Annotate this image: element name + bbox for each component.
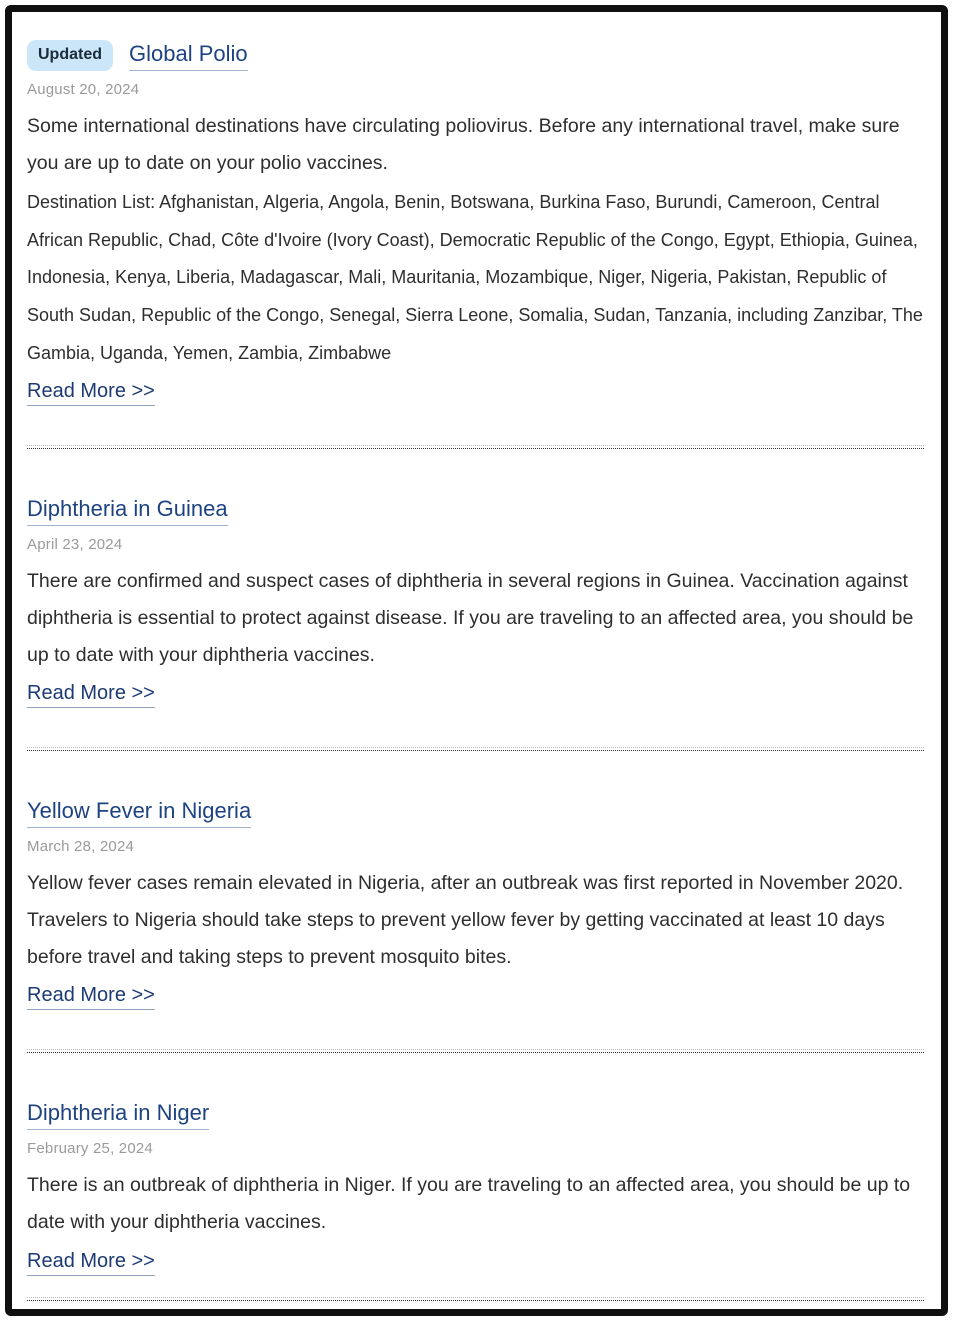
notice-item bbox=[27, 496, 924, 708]
notice-title-row bbox=[27, 40, 924, 71]
notice-title-link[interactable]: Diphtheria in Niger bbox=[27, 1100, 209, 1130]
notice-summary: There is an outbreak of diphtheria in Niger. If you are traveling to an affected area, you should be up to date with your diphtheria vaccines. bbox=[27, 1174, 911, 1234]
notice-date: April 23, 2024 bbox=[27, 536, 123, 554]
notice-title-row bbox=[27, 1100, 924, 1130]
destination-list: Destination List: Afghanistan, Algeria, Angola, Benin, Botswana, Burkina Faso, Burundi, Cameroon, Central African Republic, Chad, Côte d'Ivoire (Ivory Coast), Democratic Republic of the Congo, Egypt, Ethiopia, Guinea, Indonesia, Kenya, Liberia, Madagascar, Mali, Mauritania, Mozambique, Niger, Nigeria, Pakistan, Republic of South Sudan, Republic of the Congo, Senegal, Sierra Leone, Somalia, Sudan, Tanzania, including Zanzibar, The Gambia, Uganda, Yemen, Zambia, Zimbabwe bbox=[27, 192, 923, 363]
notice-summary: Some international destinations have circulating poliovirus. Before any international travel, make sure you are up to date on your polio vaccines. bbox=[27, 115, 900, 175]
notice-date: March 28, 2024 bbox=[27, 838, 135, 856]
bottom-divider bbox=[27, 1297, 924, 1301]
notice-date: February 25, 2024 bbox=[27, 1140, 153, 1158]
section-divider bbox=[27, 1049, 924, 1053]
notice-summary: Yellow fever cases remain elevated in Nigeria, after an outbreak was first reported in November 2020. Travelers to Nigeria should take steps to prevent yellow fever by getting vaccinated at least 10 days before travel and taking steps to prevent mosquito bites. bbox=[27, 872, 904, 969]
notice-date: August 20, 2024 bbox=[27, 81, 140, 98]
updated-status-badge: Updated bbox=[27, 40, 113, 71]
notice-summary: There are confirmed and suspect cases of diphtheria in several regions in Guinea. Vaccination against diphtheria is essential to protect against disease. If you are traveling to an affected area, you should be up to date with your diphtheria vaccines. bbox=[27, 570, 914, 667]
read-more-link[interactable]: Read More >> bbox=[27, 682, 155, 708]
notice-title-row bbox=[27, 798, 924, 828]
notice-title-link[interactable]: Global Polio bbox=[129, 41, 248, 71]
read-more-link[interactable]: Read More >> bbox=[27, 380, 155, 406]
notice-item bbox=[27, 1100, 924, 1275]
notice-title-link[interactable]: Diphtheria in Guinea bbox=[27, 496, 228, 526]
read-more-link[interactable]: Read More >> bbox=[27, 984, 155, 1010]
notice-item bbox=[27, 40, 924, 406]
section-divider bbox=[27, 747, 924, 751]
notice-title-link[interactable]: Yellow Fever in Nigeria bbox=[27, 798, 251, 828]
notice-item bbox=[27, 798, 924, 1010]
notice-title-row bbox=[27, 496, 924, 526]
read-more-link[interactable]: Read More >> bbox=[27, 1250, 155, 1276]
notices-page-frame bbox=[5, 5, 948, 1316]
section-divider bbox=[27, 445, 924, 449]
